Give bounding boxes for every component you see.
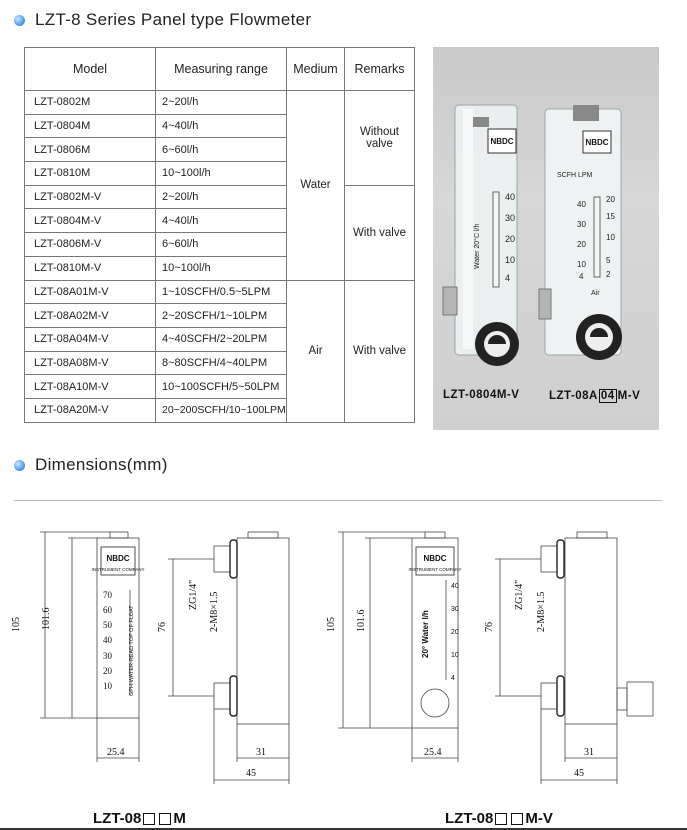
header-medium: Medium: [287, 48, 345, 91]
drawing-title-2: [445, 810, 553, 827]
photo-caption-right: [549, 389, 640, 403]
caption-prefix: LZT-08A: [549, 390, 598, 402]
bullet-icon: [14, 15, 25, 26]
photo-tick-label: 15: [606, 212, 615, 221]
cell-model: LZT-08A08M-V: [25, 351, 156, 375]
dim1-tick-label: 50: [103, 620, 112, 630]
dim2-width-45: 45: [574, 768, 584, 779]
spec-table: [24, 47, 415, 423]
title-prefix: LZT-08: [93, 810, 142, 827]
photo-tick-label: 20: [606, 195, 615, 204]
cell-range: 6~60l/h: [156, 138, 287, 162]
dim1-tick-label: 40: [103, 635, 112, 645]
cell-model: LZT-08A04M-V: [25, 327, 156, 351]
header-range: Measuring range: [156, 48, 287, 91]
cell-range: 4~40SCFH/2~20LPM: [156, 327, 287, 351]
dim1-thread-zg: ZG1/4": [188, 579, 199, 610]
dim2-tick-label: 20: [451, 629, 459, 636]
photo-air-label: Air: [591, 290, 600, 297]
dim1-thread-m8: 2-M8×1.5: [209, 591, 220, 632]
photo-brand-left: NBDC: [490, 137, 514, 146]
photo-units-right: SCFH LPM: [557, 172, 593, 179]
cell-remark-without-valve: Without valve: [345, 91, 415, 186]
title-suffix: M: [173, 810, 186, 827]
placeholder-box: [495, 813, 507, 825]
cell-range: 2~20l/h: [156, 185, 287, 209]
cell-model: LZT-0810M: [25, 162, 156, 186]
cell-model: LZT-08A10M-V: [25, 375, 156, 399]
cell-model: LZT-0804M: [25, 114, 156, 138]
placeholder-box: [159, 813, 171, 825]
dim1-side-text: GPH-WATER-READ TOP OF FLOAT: [129, 605, 135, 696]
title-suffix: M-V: [525, 810, 553, 827]
cell-range: 6~60l/h: [156, 233, 287, 257]
dim2-height-76: 76: [484, 622, 495, 632]
dim1-tick-label: 60: [103, 605, 112, 615]
dim1-tick-label: 10: [103, 681, 112, 691]
product-photo: [433, 47, 659, 430]
dim2-tick-label: 40: [451, 583, 459, 590]
photo-tick-label: 10: [505, 255, 516, 265]
photo-brand-right: NBDC: [585, 138, 609, 147]
cell-model: LZT-0810M-V: [25, 256, 156, 280]
dim2-thread-m8: 2-M8×1.5: [536, 591, 547, 632]
header-model: Model: [25, 48, 156, 91]
title-prefix: LZT-08: [445, 810, 494, 827]
dim2-thread-zg: ZG1/4": [514, 579, 525, 610]
cell-model: LZT-08A01M-V: [25, 280, 156, 304]
table-row: [25, 280, 415, 304]
photo-tick-label: 40: [505, 192, 516, 202]
dim2-tick-label: 4: [451, 675, 455, 682]
dim2-brand: NBDC: [423, 554, 447, 563]
dim1-height-76: 76: [157, 622, 168, 632]
cell-medium-air: Air: [287, 280, 345, 422]
caption-box: 04: [600, 390, 615, 402]
dim1-width-31: 31: [256, 747, 266, 758]
dim1-tick-label: 30: [103, 651, 112, 661]
cell-range: 4~40l/h: [156, 114, 287, 138]
dim2-side-text: 20° Water l/h: [421, 610, 430, 658]
drawing-title-1: [93, 810, 186, 827]
dimension-drawings: [0, 520, 687, 810]
dim2-height-105: 105: [326, 617, 337, 632]
section-title: Dimensions(mm): [35, 455, 168, 474]
dim2-brand-sub: INSTRUMENT COMPANY: [408, 567, 462, 572]
placeholder-box: [511, 813, 523, 825]
dim1-tick-label: 70: [103, 590, 112, 600]
cell-range: 2~20l/h: [156, 91, 287, 115]
dim1-tick-label: 20: [103, 666, 112, 676]
dim2-tick-label: 10: [451, 652, 459, 659]
dim1-height-105: 105: [11, 617, 22, 632]
cell-remark-with-valve: With valve: [345, 185, 415, 280]
photo-tick-label: 30: [505, 213, 516, 223]
dim2-height-101: 101.6: [356, 609, 367, 632]
cell-model: LZT-0804M-V: [25, 209, 156, 233]
cell-model: LZT-08A02M-V: [25, 304, 156, 328]
dim1-height-101: 101.6: [41, 607, 52, 630]
photo-tick-label: 5: [606, 256, 611, 265]
table-row: [25, 91, 415, 115]
cell-model: LZT-0806M-V: [25, 233, 156, 257]
photo-tick-label: 10: [606, 233, 615, 242]
table-row: [25, 185, 415, 209]
photo-caption-left: LZT-0804M-V: [443, 389, 520, 401]
cell-range: 20~200SCFH/10~100LPM: [156, 398, 287, 422]
cell-range: 10~100SCFH/5~50LPM: [156, 375, 287, 399]
section-heading-flowmeter: [14, 10, 311, 30]
dim1-brand-sub: INSTRUMENT COMPANY: [91, 567, 145, 572]
cell-range: 10~100l/h: [156, 256, 287, 280]
photo-tick-label: 2: [606, 270, 611, 279]
dim2-width-254: 25.4: [424, 747, 442, 758]
photo-tick-label: 4: [505, 273, 511, 283]
header-remarks: Remarks: [345, 48, 415, 91]
dim1-width-254: 25.4: [107, 747, 125, 758]
photo-tick-label: 20: [505, 234, 516, 244]
dim2-width-31: 31: [584, 747, 594, 758]
photo-tick-label: 40: [577, 200, 586, 209]
cell-range: 8~80SCFH/4~40LPM: [156, 351, 287, 375]
photo-tick-label: 20: [577, 240, 586, 249]
section-heading-dimensions: [14, 455, 168, 475]
cell-range: 10~100l/h: [156, 162, 287, 186]
divider: [14, 500, 662, 501]
dim2-tick-label: 30: [451, 606, 459, 613]
cell-medium-water: Water: [287, 91, 345, 281]
dim1-width-45: 45: [246, 768, 256, 779]
dim1-brand: NBDC: [106, 554, 130, 563]
cell-range: 2~20SCFH/1~10LPM: [156, 304, 287, 328]
cell-model: LZT-08A20M-V: [25, 398, 156, 422]
cell-range: 1~10SCFH/0.5~5LPM: [156, 280, 287, 304]
photo-tick-label: 30: [577, 220, 586, 229]
cell-model: LZT-0806M: [25, 138, 156, 162]
photo-side-text-left: Water 20°C l/h: [474, 223, 481, 269]
cell-range: 4~40l/h: [156, 209, 287, 233]
flowmeter-photo-illustration: [433, 47, 659, 430]
cell-model: LZT-0802M-V: [25, 185, 156, 209]
cell-remark-with-valve: With valve: [345, 280, 415, 422]
placeholder-box: [143, 813, 155, 825]
photo-tick-label: 4: [579, 272, 584, 281]
bullet-icon: [14, 460, 25, 471]
section-title: LZT-8 Series Panel type Flowmeter: [35, 10, 312, 29]
cell-model: LZT-0802M: [25, 91, 156, 115]
photo-tick-label: 10: [577, 260, 586, 269]
caption-suffix: M-V: [617, 390, 641, 402]
